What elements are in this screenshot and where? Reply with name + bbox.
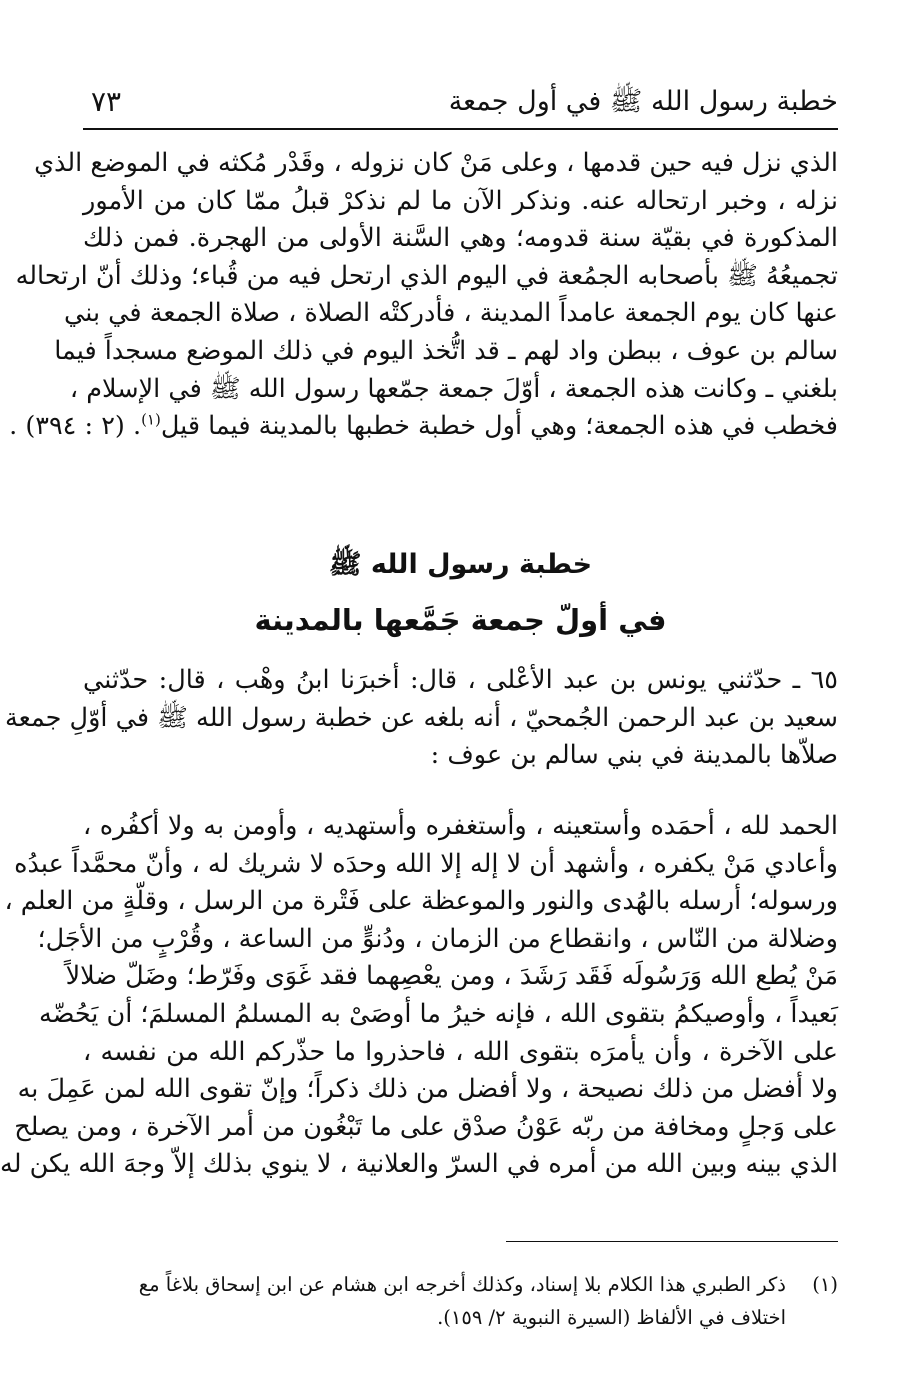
text-line: سعيد بن عبد الرحمن الجُمحيّ ، أنه بلغه عن خطبة رسول الله ﷺ في أوّلِ جمعة: [4, 702, 838, 733]
text-line: نزله ، وخبر ارتحاله عنه. ونذكر الآن ما لم نذكرْ قبلُ ممّا كان من الأمور: [83, 185, 838, 216]
footnote-text: ذكر الطبري هذا الكلام بلا إسناد، وكذلك أخرجه ابن هشام عن ابن إسحاق بلاغاً مع: [138, 1273, 786, 1296]
footnote-marker: (١): [141, 410, 161, 429]
text-line: ٦٥ ـ حدّثني يونس بن عبد الأعْلى ، قال: أخبرَنا ابنُ وهْب ، قال: حدّثني: [83, 665, 838, 695]
text-line: وضلالة من النّاس ، وانقطاع من الزمان ، ودُنوٍّ من الساعة ، وقُرْبٍ من الأجَل؛: [37, 923, 838, 954]
text-line: على الآخرة ، وأن يأمرَه بتقوى الله ، فاحذروا ما حذّركم الله من نفسه ،: [83, 1036, 838, 1067]
footnotes: [83, 1268, 838, 1334]
text-line: وأعادي مَنْ يكفره ، وأشهد أن لا إله إلا الله وحدَه لا شريك له ، وأنّ محمَّداً عبدُه: [14, 848, 838, 879]
text-line: ولا أفضل من ذلك نصيحة ، ولا أفضل من ذلك ذكراً؛ وإنّ تقوى الله لمن عَمِلَ به: [17, 1074, 838, 1105]
text-line: سالم بن عوف ، ببطن واد لهم ـ قد اتُّخذ اليوم في ذلك الموضع مسجداً فيما: [54, 335, 838, 366]
text-line: الذي بينه وبين الله من أمره في السرّ والعلانية ، لا ينوي بذلك إلاّ وجهَ الله يكن له: [0, 1149, 838, 1180]
page-number: ٧٣: [91, 85, 122, 118]
footnote-number: (١): [812, 1273, 838, 1296]
text-line: الحمد لله ، أحمَده وأستعينه ، وأستغفره وأستهديه ، وأومن به ولا أكفُره ،: [83, 811, 838, 841]
text-line: مَنْ يُطع الله وَرَسُولَه فَقَد رَشَدَ ، ومن يعْصِهما فقد غَوَى وفَرّط؛ وضَلّ ضلالاً: [65, 961, 838, 992]
source-reference: . (٢ : ٣٩٤) .: [9, 411, 142, 442]
text-line: عنها كان يوم الجمعة عامداً المدينة ، فأدركتْه الصلاة ، صلاة الجمعة في بني: [64, 298, 838, 329]
paragraph-sermon: [0, 808, 838, 1184]
header-rule: [83, 128, 838, 130]
text-line: بلغني ـ وكانت هذه الجمعة ، أوّلَ جمعة جمّعها رسول الله ﷺ في الإسلام ،: [69, 373, 838, 404]
text-line: على وَجلٍ ومخافة من ربّه عَوْنُ صدْق على ما تَبْغُون من أمر الآخرة ، ومن يصلح: [14, 1111, 838, 1142]
footnote-text-continued: اختلاف في الألفاظ (السيرة النبوية ٢/ ١٥٩).: [437, 1306, 786, 1329]
paragraph-isnad: [4, 662, 838, 775]
paragraph-narrative: [9, 145, 838, 446]
text-line-body: فخطب في هذه الجمعة؛ وهي أول خطبة خطبها بالمدينة فيما قيل: [160, 411, 838, 442]
text-line-last: [9, 408, 838, 446]
text-line: بَعيداً ، وأوصيكمُ بتقوى الله ، فإنه خيرُ ما أوصَىْ به المسلمُ المسلمَ؛ أن يَحُضّه: [39, 998, 838, 1029]
running-header: [83, 82, 838, 126]
text-line: ورسوله؛ أرسله بالهُدى والنور والموعظة على فَتْرة من الرسل ، وقلّةٍ من العلم ،: [4, 886, 838, 917]
section-subtitle: في أولّ جمعة جَمَّعها بالمدينة: [254, 603, 667, 637]
running-title: خطبة رسول الله ﷺ في أول جمعة: [448, 86, 838, 117]
footnote-rule: [506, 1241, 838, 1242]
text-line: تجميعُهُ ﷺ بأصحابه الجمُعة في اليوم الذي ارتحل فيه من قُباء؛ وذلك أنّ ارتحاله: [15, 260, 838, 291]
section-title: خطبة رسول الله ﷺ: [328, 549, 593, 580]
text-line: المذكورة في بقيّة سنة قدومه؛ وهي السَّنة الأولى من الهجرة. فمن ذلك: [83, 223, 838, 254]
text-line: الذي نزل فيه حين قدمها ، وعلى مَنْ كان نزوله ، وقَدْر مُكثه في الموضع الذي: [34, 148, 838, 178]
footnote-line: [83, 1268, 838, 1301]
text-line: صلاّها بالمدينة في بني سالم بن عوف :: [430, 740, 838, 771]
